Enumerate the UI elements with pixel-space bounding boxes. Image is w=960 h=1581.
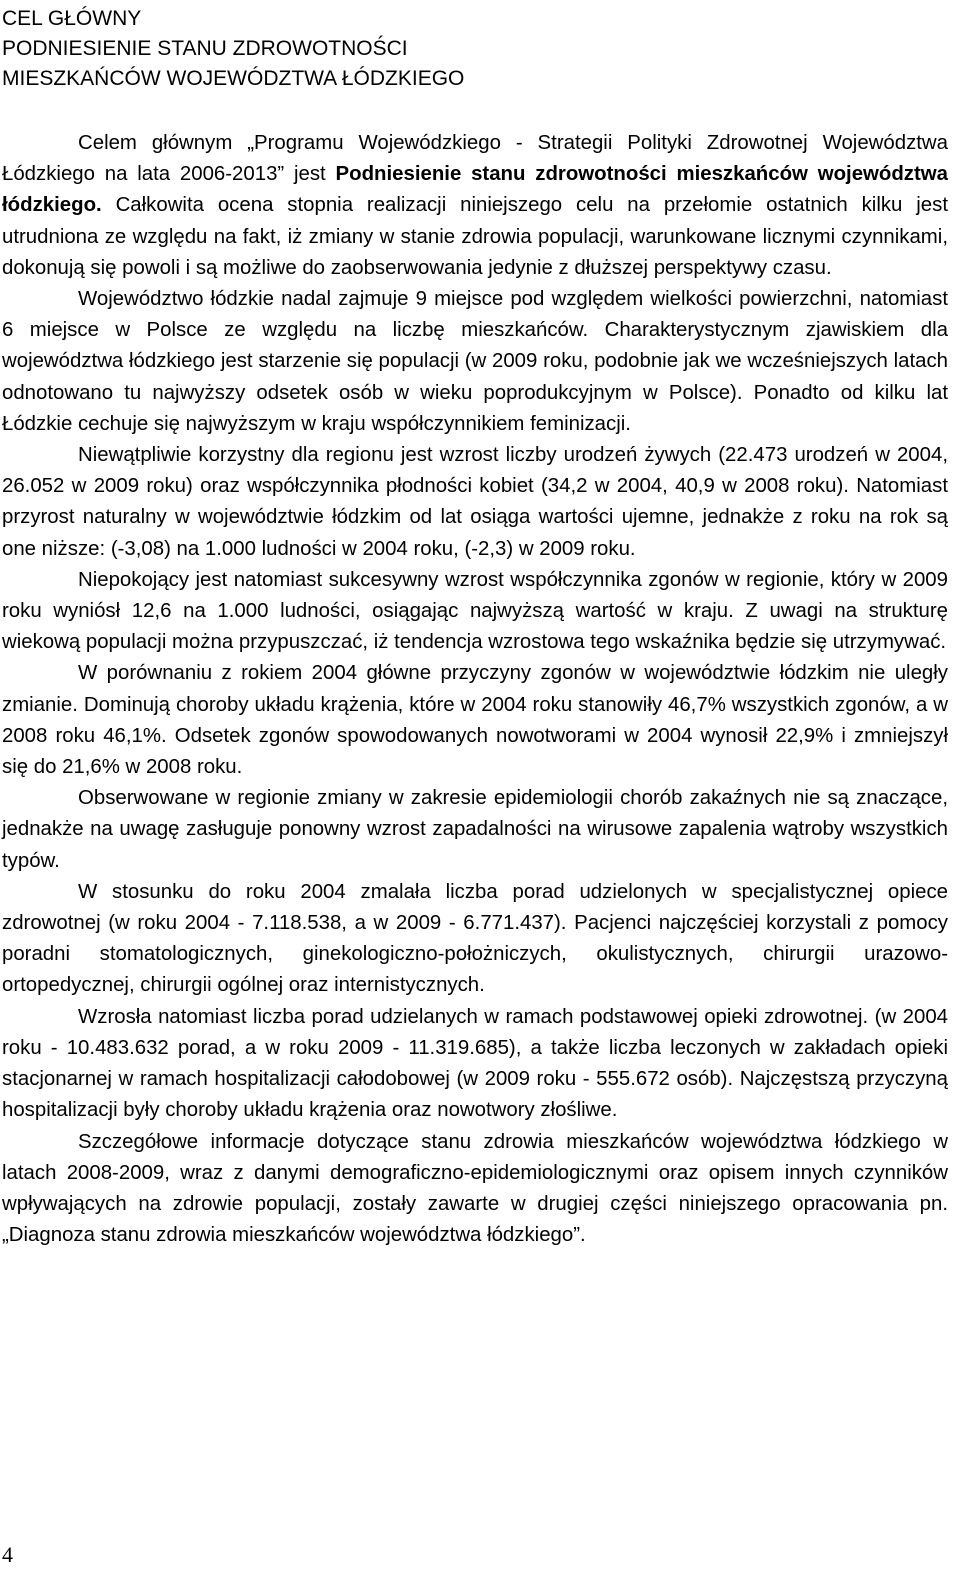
paragraph-5: W porównaniu z rokiem 2004 główne przyczyny zgonów w województwie łódzkim nie uległy zmianie. Dominują choroby układu krążenia, które w 2004 roku stanowiły 46,7% wszystkich zgonów, a w 2008 roku 46,1%. Odsetek zgonów spowodowanych nowotworami w 2004 wynosił 22,9% i zmniejszył się do 21,6% w 2008 roku. [2,662,948,779]
paragraph-9: Szczegółowe informacje dotyczące stanu zdrowia mieszkańców województwa łódzkiego w latach 2008-2009, wraz z danymi demograficzno-epidemiologicznymi oraz opisem innych czynników wpływających na zdrowie populacji, zostały zawarte w drugiej części niniejszego opracowania pn. „Diagnoza stanu zdrowia mieszkańców województwa łódzkiego”. [2,1130,948,1247]
paragraph-3: Niewątpliwie korzystny dla regionu jest wzrost liczby urodzeń żywych (22.473 urodzeń w 2004, 26.052 w 2009 roku) oraz współczynnika płodności kobiet (34,2 w 2004, 40,9 w 2008 roku). Natomiast przyrost naturalny w województwie łódzkim od lat osiąga wartości ujemne, jednakże z roku na rok są one niższe: (-3,08) na 1.000 ludności w 2004 roku, (-2,3) w 2009 roku. [2,444,948,560]
paragraph-1-lead: Celem głównym „Programu Wojewódzkiego - Strategii Polityki Zdrowotnej Województwa Łódzkiego na lata 2006-2013” jest [2,132,948,186]
paragraph-8: Wzrosła natomiast liczba porad udzielanych w ramach podstawowej opieki zdrowotnej. (w 2004 roku - 10.483.632 porad, a w roku 2009 - 11.319.685), a także liczba leczonych w zakładach opieki stacjonarnej w ramach hospitalizacji całodobowej (w 2009 roku - 555.672 osób). Najczęstszą przyczyną hospitalizacji były choroby układu krążenia oraz nowotwory złośliwe. [2,1005,948,1122]
paragraph-2: Województwo łódzkie nadal zajmuje 9 miejsce pod względem wielkości powierzchni, natomiast 6 miejsce w Polsce ze względu na liczbę mieszkańców. Charakterystycznym zjawiskiem dla województwa łódzkiego jest starzenie się populacji (w 2009 roku, podobnie jak we wcześniejszych latach odnotowano tu najwyższy odsetek osób w wieku poprodukcyjnym w Polsce). Ponadto od kilku lat Łódzkie cechuje się najwyższym w kraju współczynnikiem feminizacji. [2,288,948,435]
paragraph-6: Obserwowane w regionie zmiany w zakresie epidemiologii chorób zakaźnych nie są znaczące, jednakże na uwagę zasługuje ponowny wzrost zapadalności na wirusowe zapalenia wątroby wszystkich typów. [2,787,948,872]
paragraph-7: W stosunku do roku 2004 zmalała liczba porad udzielonych w specjalistycznej opiece zdrowotnej (w roku 2004 - 7.118.538, a w 2009 - 6.771.437). Pacjenci najczęściej korzystali z pomocy poradni stomatologicznych, ginekologiczno-położniczych, okulistycznych, chirurgii urazowo-ortopedycznej, chirurgii ogólnej oraz internistycznych. [2,880,948,997]
section-heading [2,4,464,94]
heading-line-2: PODNIESIENIE STANU ZDROWOTNOŚCI [2,37,408,60]
paragraph-1-tail: Całkowita ocena stopnia realizacji niniejszego celu na przełomie ostatnich kilku jest utrudniona ze względu na fakt, iż zmiany w stanie zdrowia populacji, warunkowane licznymi czynnikami, dokonują się powoli i są możliwe do zaobserwowania jedynie z dłuższej perspektywy czasu. [2,194,948,279]
paragraph-1-bold: Podniesienie stanu zdrowotności mieszkańców województwa łódzkiego. [2,163,948,217]
page-number: 4 [2,1542,13,1567]
paragraph-1 [2,128,948,284]
heading-line-1: CEL GŁÓWNY [2,7,142,30]
body-text [2,128,948,1251]
heading-line-3: MIESZKAŃCÓW WOJEWÓDZTWA ŁÓDZKIEGO [2,67,465,90]
paragraph-4: Niepokojący jest natomiast sukcesywny wzrost współczynnika zgonów w regionie, który w 2009 roku wyniósł 12,6 na 1.000 ludności, osiągając najwyższą wartość w kraju. Z uwagi na strukturę wiekową populacji można przypuszczać, iż tendencja wzrostowa tego wskaźnika będzie się utrzymywać. [2,568,948,654]
